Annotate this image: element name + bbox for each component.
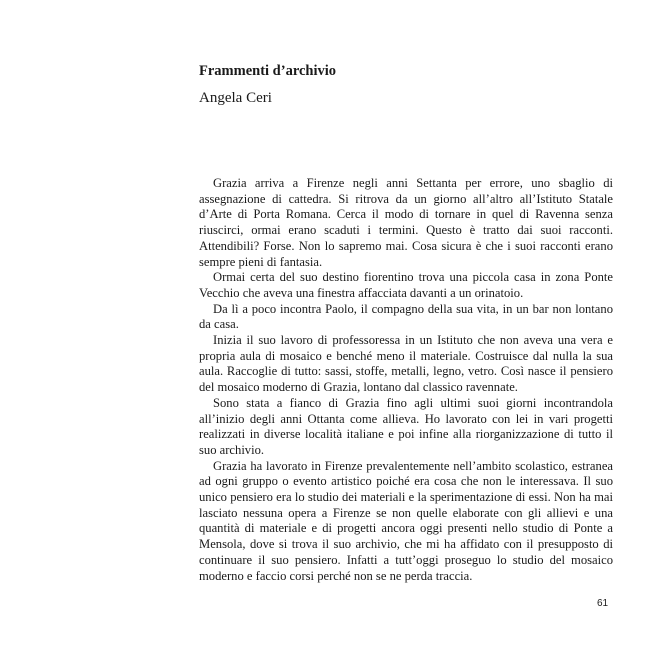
- paragraph: Grazia ha lavorato in Firenze prevalentemente nell’ambito scolastico, estranea ad ogni gruppo o evento artistico poiché era cosa che non le interessava. Il suo unico pensiero era lo studio dei materiali e la sperimentazione di essi. Non ha mai lasciato nessuna opera a Firenze se non quelle elaborate con gli allievi e una quantità di materiale e di progetti ancora oggi presenti nello studio di Ponte a Mensola, dove si trova il suo archivio, che mi ha affidato con il presupposto di continuare il suo pensiero. Infatti a tutt’oggi proseguo lo studio del mosaico moderno e faccio corsi perché non se ne perda traccia.: [199, 458, 613, 583]
- paragraph: Ormai certa del suo destino fiorentino trova una piccola casa in zona Ponte Vecchio che aveva una finestra affacciata davanti a un orinatoio.: [199, 270, 613, 300]
- paragraph: Sono stata a fianco di Grazia fino agli ultimi suoi giorni incontrandola all’inizio degli anni Ottanta come allieva. Ho lavorato con lei in vari progetti realizzati in diverse località italiane e poi infine alla riorganizzazione di tutto il suo archivio.: [199, 395, 613, 457]
- paragraph: Inizia il suo lavoro di professoressa in un Istituto che non aveva una vera e propria aula di mosaico e benché meno il materiale. Costruisce dal nulla la sua aula. Raccoglie di tutto: sassi, stoffe, metalli, legno, vetro. Così nasce il pensiero del mosaico moderno di Grazia, lontano dal classico ravennate.: [199, 333, 613, 395]
- article-author: Angela Ceri: [199, 90, 272, 106]
- page-number: 61: [597, 598, 609, 609]
- article-body: [199, 176, 613, 584]
- paragraph: Grazia arriva a Firenze negli anni Settanta per errore, uno sbaglio di assegnazione di cattedra. Si ritrova da un giorno all’altro all’Istituto Statale d’Arte di Porta Romana. Cerca il modo di tornare in quel di Ravenna senza riuscirci, ormai erano scaduti i termini. Questo è tratto dai suoi racconti. Attendibili? Forse. Non lo sapremo mai. Cosa sicura è che i suoi racconti erano sempre pieni di fantasia.: [199, 176, 613, 269]
- paragraph: Da lì a poco incontra Paolo, il compagno della sua vita, in un bar non lontano da casa.: [199, 301, 613, 332]
- article-title: Frammenti d’archivio: [199, 63, 337, 79]
